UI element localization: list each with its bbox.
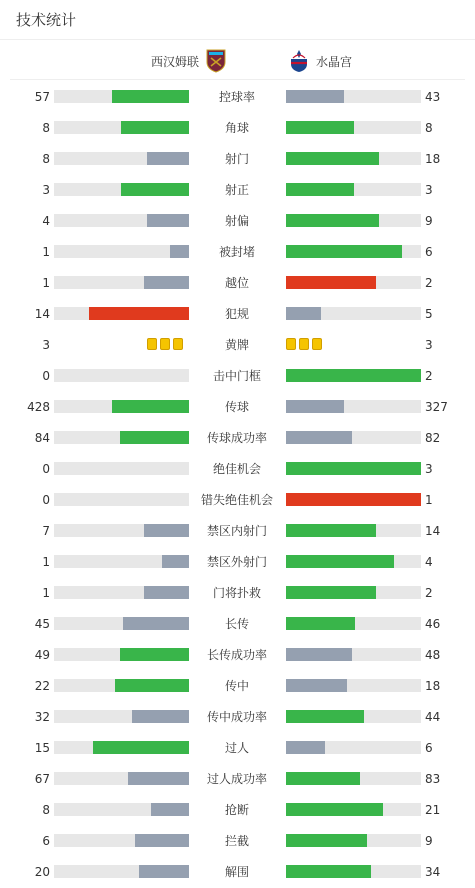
away-value: 9 <box>425 834 433 848</box>
stat-label: 击中门框 <box>212 369 261 383</box>
stat-label: 黄牌 <box>224 338 249 352</box>
away-bar-track <box>286 462 421 475</box>
stat-row <box>0 304 475 324</box>
home-bar <box>147 152 189 165</box>
away-value: 18 <box>425 152 441 166</box>
away-bar <box>286 803 383 816</box>
home-bar-track <box>54 369 189 382</box>
away-bar <box>286 431 352 444</box>
home-bar-track <box>54 462 189 475</box>
away-value: 14 <box>425 524 441 538</box>
home-value: 0 <box>42 462 50 476</box>
away-bar <box>286 369 421 382</box>
away-bar-track <box>286 803 421 816</box>
stat-label: 传中 <box>224 679 249 693</box>
home-bar-track <box>54 152 189 165</box>
away-value: 83 <box>425 772 441 786</box>
home-value: 6 <box>42 834 50 848</box>
stat-row <box>0 180 475 200</box>
home-value: 1 <box>42 586 50 600</box>
stat-label: 角球 <box>224 121 249 135</box>
away-bar <box>286 834 367 847</box>
stat-row <box>0 614 475 634</box>
stat-label: 错失绝佳机会 <box>200 493 273 507</box>
away-bar <box>286 307 321 320</box>
home-bar <box>89 307 189 320</box>
away-bar-track <box>286 555 421 568</box>
away-value: 3 <box>425 338 433 352</box>
stat-label: 禁区外射门 <box>206 555 267 569</box>
home-bar <box>147 214 189 227</box>
home-value: 0 <box>42 493 50 507</box>
away-bar-track <box>286 493 421 506</box>
home-bar-track <box>54 524 189 537</box>
home-bar-track <box>54 741 189 754</box>
stat-label: 射偏 <box>224 214 249 228</box>
away-bar <box>286 679 347 692</box>
home-bar <box>144 276 189 289</box>
away-bar <box>286 865 371 878</box>
home-bar <box>151 803 189 816</box>
away-value: 327 <box>425 400 448 414</box>
stat-row <box>0 738 475 758</box>
yellow-card-icon <box>160 338 170 350</box>
away-bar <box>286 648 352 661</box>
away-value: 34 <box>425 865 441 879</box>
home-yellow-cards <box>147 338 183 350</box>
home-bar <box>170 245 189 258</box>
away-bar <box>286 276 376 289</box>
away-value: 6 <box>425 741 433 755</box>
home-bar <box>139 865 189 878</box>
stat-label: 解围 <box>224 865 249 879</box>
stat-row <box>0 273 475 293</box>
stat-row <box>0 118 475 138</box>
home-bar-track <box>54 276 189 289</box>
home-value: 32 <box>34 710 50 724</box>
home-bar <box>112 90 189 103</box>
stat-label: 禁区内射门 <box>206 524 267 538</box>
stat-row <box>0 645 475 665</box>
yellow-card-icon <box>147 338 157 350</box>
stat-row <box>0 707 475 727</box>
home-bar-track <box>54 865 189 878</box>
home-bar <box>112 400 189 413</box>
stat-label: 长传 <box>224 617 249 631</box>
stat-label: 射门 <box>224 152 249 166</box>
home-bar-track <box>54 710 189 723</box>
away-value: 82 <box>425 431 441 445</box>
home-bar <box>123 617 189 630</box>
away-bar <box>286 245 402 258</box>
home-bar-track <box>54 772 189 785</box>
stat-label: 射正 <box>224 183 249 197</box>
away-bar <box>286 183 354 196</box>
away-bar-track <box>286 648 421 661</box>
home-bar-track <box>54 834 189 847</box>
away-value: 44 <box>425 710 441 724</box>
stat-label: 传球 <box>224 400 249 414</box>
away-team-name: 水晶宫 <box>316 54 353 69</box>
stat-row <box>0 242 475 262</box>
home-value: 0 <box>42 369 50 383</box>
away-bar <box>286 462 421 475</box>
home-value: 20 <box>34 865 50 879</box>
home-bar-track <box>54 121 189 134</box>
stat-row <box>0 490 475 510</box>
home-value: 84 <box>34 431 50 445</box>
home-bar <box>121 183 189 196</box>
home-bar <box>132 710 189 723</box>
home-bar <box>135 834 189 847</box>
home-bar <box>115 679 189 692</box>
away-bar <box>286 555 394 568</box>
stat-row <box>0 87 475 107</box>
away-value: 1 <box>425 493 433 507</box>
home-value: 57 <box>34 90 50 104</box>
stat-label: 越位 <box>224 276 249 290</box>
home-value: 3 <box>42 183 50 197</box>
home-value: 1 <box>42 245 50 259</box>
stat-label: 绝佳机会 <box>212 462 261 476</box>
stat-row <box>0 831 475 851</box>
away-bar <box>286 152 379 165</box>
home-value: 8 <box>42 803 50 817</box>
away-value: 18 <box>425 679 441 693</box>
away-bar <box>286 586 376 599</box>
home-bar-track <box>54 648 189 661</box>
home-bar <box>162 555 189 568</box>
stat-row <box>0 459 475 479</box>
home-value: 67 <box>34 772 50 786</box>
away-bar <box>286 400 344 413</box>
away-value: 21 <box>425 803 441 817</box>
stat-label: 抢断 <box>224 803 249 817</box>
stat-label: 传中成功率 <box>206 710 267 724</box>
away-bar-track <box>286 431 421 444</box>
home-bar-track <box>54 493 189 506</box>
away-bar-track <box>286 834 421 847</box>
away-yellow-cards <box>286 338 322 350</box>
away-bar-track <box>286 90 421 103</box>
away-bar <box>286 741 325 754</box>
away-bar-track <box>286 400 421 413</box>
home-bar-track <box>54 307 189 320</box>
away-bar-track <box>286 524 421 537</box>
home-bar-track <box>54 90 189 103</box>
home-bar <box>128 772 189 785</box>
away-value: 4 <box>425 555 433 569</box>
away-bar <box>286 214 379 227</box>
page-title: 技术统计 <box>16 11 77 29</box>
home-bar-track <box>54 586 189 599</box>
away-team[interactable] <box>288 49 352 73</box>
away-value: 8 <box>425 121 433 135</box>
yellow-card-icon <box>312 338 322 350</box>
away-bar <box>286 710 364 723</box>
home-bar-track <box>54 431 189 444</box>
home-bar-track <box>54 617 189 630</box>
home-bar <box>120 431 189 444</box>
away-bar-track <box>286 152 421 165</box>
away-bar-track <box>286 307 421 320</box>
stat-label: 拦截 <box>224 834 249 848</box>
stat-label: 过人成功率 <box>206 772 267 786</box>
away-value: 6 <box>425 245 433 259</box>
away-bar-track <box>286 865 421 878</box>
stat-row <box>0 862 475 882</box>
home-value: 14 <box>34 307 50 321</box>
home-team-name: 西汉姆联 <box>150 54 199 69</box>
stat-label: 过人 <box>224 741 249 755</box>
stat-row <box>0 583 475 603</box>
away-bar-track <box>286 183 421 196</box>
home-value: 15 <box>34 741 50 755</box>
home-bar-track <box>54 245 189 258</box>
home-bar <box>121 121 189 134</box>
yellow-card-icon <box>299 338 309 350</box>
away-value: 48 <box>425 648 441 662</box>
west-ham-crest-icon <box>205 49 227 73</box>
stat-label: 控球率 <box>218 90 255 104</box>
home-bar <box>144 586 189 599</box>
away-bar-track <box>286 369 421 382</box>
yellow-card-icon <box>286 338 296 350</box>
home-value: 1 <box>42 555 50 569</box>
away-value: 46 <box>425 617 441 631</box>
home-team[interactable] <box>151 49 227 73</box>
stat-label: 犯规 <box>224 307 249 321</box>
away-bar-track <box>286 772 421 785</box>
home-bar <box>144 524 189 537</box>
away-value: 3 <box>425 462 433 476</box>
home-bar-track <box>54 803 189 816</box>
away-value: 43 <box>425 90 441 104</box>
home-bar <box>120 648 189 661</box>
home-value: 1 <box>42 276 50 290</box>
away-bar-track <box>286 710 421 723</box>
yellow-card-icon <box>173 338 183 350</box>
home-bar-track <box>54 183 189 196</box>
stat-row <box>0 397 475 417</box>
section-header <box>0 0 475 40</box>
away-bar <box>286 524 376 537</box>
stat-row <box>0 211 475 231</box>
stat-row <box>0 769 475 789</box>
stat-row <box>0 800 475 820</box>
home-value: 22 <box>34 679 50 693</box>
away-bar-track <box>286 617 421 630</box>
stat-row <box>0 552 475 572</box>
stat-row <box>0 149 475 169</box>
home-value: 3 <box>42 338 50 352</box>
home-bar-track <box>54 679 189 692</box>
away-value: 9 <box>425 214 433 228</box>
home-value: 7 <box>42 524 50 538</box>
home-value: 4 <box>42 214 50 228</box>
home-bar-track <box>54 555 189 568</box>
home-value: 49 <box>34 648 50 662</box>
away-bar-track <box>286 276 421 289</box>
home-value: 428 <box>27 400 50 414</box>
home-bar-track <box>54 400 189 413</box>
home-value: 8 <box>42 152 50 166</box>
stat-row <box>0 335 475 355</box>
away-bar-track <box>286 121 421 134</box>
away-bar <box>286 772 360 785</box>
away-value: 3 <box>425 183 433 197</box>
away-bar <box>286 617 355 630</box>
stat-label: 长传成功率 <box>206 648 267 662</box>
away-value: 5 <box>425 307 433 321</box>
away-bar-track <box>286 214 421 227</box>
home-value: 45 <box>34 617 50 631</box>
away-value: 2 <box>425 276 433 290</box>
teams-row <box>10 40 465 80</box>
home-value: 8 <box>42 121 50 135</box>
stat-row <box>0 366 475 386</box>
stat-row <box>0 521 475 541</box>
away-bar <box>286 121 354 134</box>
stat-row <box>0 676 475 696</box>
stat-row <box>0 428 475 448</box>
home-bar-track <box>54 214 189 227</box>
away-bar-track <box>286 741 421 754</box>
away-bar-track <box>286 245 421 258</box>
away-bar-track <box>286 679 421 692</box>
away-bar-track <box>286 586 421 599</box>
stat-label: 传球成功率 <box>206 431 267 445</box>
crystal-palace-crest-icon <box>288 49 310 73</box>
away-bar <box>286 90 344 103</box>
stat-label: 被封堵 <box>218 245 255 259</box>
away-bar <box>286 493 421 506</box>
home-bar <box>93 741 189 754</box>
away-value: 2 <box>425 369 433 383</box>
away-value: 2 <box>425 586 433 600</box>
stat-label: 门将扑救 <box>212 586 261 600</box>
